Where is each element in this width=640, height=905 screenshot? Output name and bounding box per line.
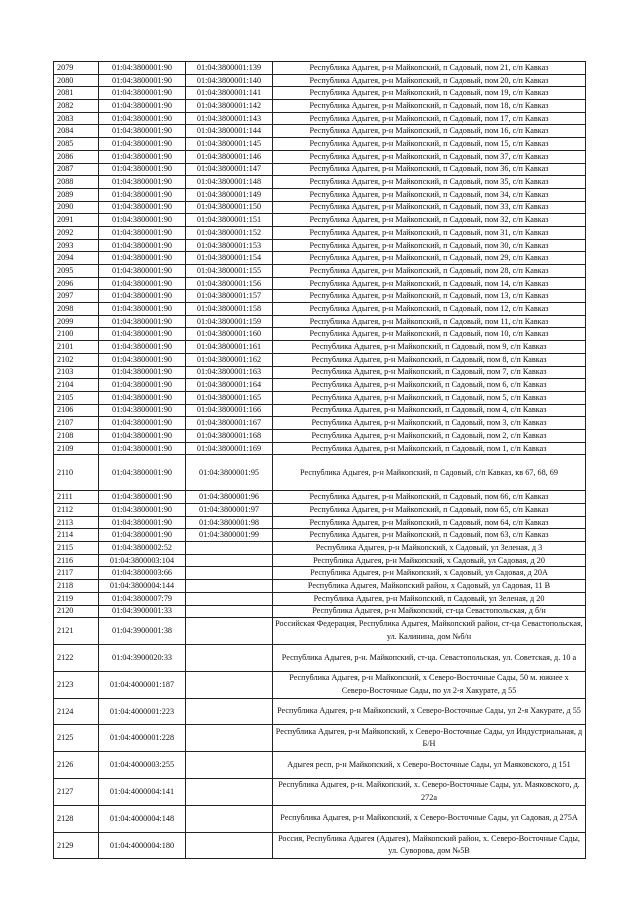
parcel-number-cell: 01:04:3800001:90 <box>99 201 186 214</box>
row-number-cell: 2117 <box>54 567 99 580</box>
row-number-cell: 2087 <box>54 163 99 176</box>
parcel-number-cell: 01:04:3800001:90 <box>99 353 186 366</box>
row-number-cell: 2091 <box>54 214 99 227</box>
parcel-number-cell: 01:04:4000001:228 <box>99 725 186 752</box>
parcel-number-cell: 01:04:3800001:90 <box>99 265 186 278</box>
object-number-cell <box>186 644 273 671</box>
address-cell: Республика Адыгея, р-н Майкопский, п Садовый, пом 3, с/п Кавказ <box>273 417 586 430</box>
address-cell: Республика Адыгея, р-н Майкопский, п Садовый, пом 30, с/п Кавказ <box>273 239 586 252</box>
parcel-number-cell: 01:04:3800001:90 <box>99 239 186 252</box>
parcel-number-cell: 01:04:3800001:90 <box>99 341 186 354</box>
parcel-number-cell: 01:04:3800001:90 <box>99 417 186 430</box>
table-row <box>54 328 586 341</box>
row-number-cell: 2089 <box>54 188 99 201</box>
table-row <box>54 303 586 316</box>
table-row <box>54 529 586 542</box>
parcel-number-cell: 01:04:3800001:90 <box>99 163 186 176</box>
object-number-cell: 01:04:3800001:142 <box>186 100 273 113</box>
address-cell: Республика Адыгея, р-н Майкопский, п Садовый, пом 7, с/п Кавказ <box>273 366 586 379</box>
address-cell: Республика Адыгея, р-н Майкопский, х Северо-Восточные Сады, ул Садовая, д 275А <box>273 805 586 832</box>
object-number-cell: 01:04:3800001:162 <box>186 353 273 366</box>
object-number-cell <box>186 752 273 779</box>
table-row <box>54 176 586 189</box>
table-row <box>54 188 586 201</box>
address-cell: Республика Адыгея, р-н Майкопский, п Садовый, пом 35, с/п Кавказ <box>273 176 586 189</box>
table-row <box>54 752 586 779</box>
row-number-cell: 2081 <box>54 87 99 100</box>
address-cell: Республика Адыгея, Майкопский район, х Садовый, ул Садовая, 11 В <box>273 580 586 593</box>
object-number-cell: 01:04:3800001:141 <box>186 87 273 100</box>
row-number-cell: 2100 <box>54 328 99 341</box>
row-number-cell: 2108 <box>54 429 99 442</box>
row-number-cell: 2127 <box>54 778 99 805</box>
registry-table-body <box>54 62 586 859</box>
object-number-cell: 01:04:3800001:143 <box>186 112 273 125</box>
object-number-cell: 01:04:3800001:164 <box>186 379 273 392</box>
object-number-cell: 01:04:3800001:145 <box>186 138 273 151</box>
parcel-number-cell: 01:04:3800001:90 <box>99 529 186 542</box>
parcel-number-cell: 01:04:3800007:79 <box>99 592 186 605</box>
parcel-number-cell: 01:04:3800001:90 <box>99 315 186 328</box>
parcel-number-cell: 01:04:4000004:180 <box>99 832 186 859</box>
parcel-number-cell: 01:04:3800001:90 <box>99 252 186 265</box>
row-number-cell: 2107 <box>54 417 99 430</box>
address-cell: Республика Адыгея, р-н Майкопский, п Садовый, пом 2, с/п Кавказ <box>273 429 586 442</box>
object-number-cell <box>186 605 273 618</box>
row-number-cell: 2098 <box>54 303 99 316</box>
table-row <box>54 252 586 265</box>
address-cell: Республика Адыгея, р-н. Майкопский, х. Северо-Восточные Сады, ул. Маяковского, д. 272а <box>273 778 586 805</box>
parcel-number-cell: 01:04:3800001:90 <box>99 150 186 163</box>
address-cell: Республика Адыгея, р-н Майкопский, п Садовый, пом 6, с/п Кавказ <box>273 379 586 392</box>
object-number-cell: 01:04:3800001:96 <box>186 491 273 504</box>
table-row <box>54 315 586 328</box>
object-number-cell: 01:04:3800001:99 <box>186 529 273 542</box>
address-cell: Республика Адыгея, р-н Майкопский, п Садовый, пом 13, с/п Кавказ <box>273 290 586 303</box>
row-number-cell: 2082 <box>54 100 99 113</box>
parcel-number-cell: 01:04:3800001:90 <box>99 112 186 125</box>
parcel-number-cell: 01:04:3800002:52 <box>99 542 186 555</box>
object-number-cell: 01:04:3800001:98 <box>186 516 273 529</box>
row-number-cell: 2109 <box>54 442 99 455</box>
table-row <box>54 138 586 151</box>
row-number-cell: 2128 <box>54 805 99 832</box>
table-row <box>54 226 586 239</box>
table-row <box>54 605 586 618</box>
address-cell: Республика Адыгея, р-н Майкопский, п Садовый, пом 33, с/п Кавказ <box>273 201 586 214</box>
object-number-cell: 01:04:3800001:147 <box>186 163 273 176</box>
parcel-number-cell: 01:04:3800001:90 <box>99 176 186 189</box>
table-row <box>54 644 586 671</box>
address-cell: Республика Адыгея, р-н Майкопский, п Садовый, пом 17, с/п Кавказ <box>273 112 586 125</box>
address-cell: Республика Адыгея, р-н Майкопский, п Садовый, пом 64, с/п Кавказ <box>273 516 586 529</box>
parcel-number-cell: 01:04:3800001:90 <box>99 455 186 491</box>
parcel-number-cell: 01:04:3900020:33 <box>99 644 186 671</box>
parcel-number-cell: 01:04:3800001:90 <box>99 87 186 100</box>
object-number-cell: 01:04:3800001:160 <box>186 328 273 341</box>
table-row <box>54 618 586 645</box>
row-number-cell: 2088 <box>54 176 99 189</box>
address-cell: Республика Адыгея, р-н Майкопский, х Северо-Восточные Сады, ул 2-я Хакурате, д 55 <box>273 698 586 725</box>
parcel-number-cell: 01:04:3800001:90 <box>99 366 186 379</box>
address-cell: Республика Адыгея, р-н Майкопский, п Садовый, пом 10, с/п Кавказ <box>273 328 586 341</box>
object-number-cell <box>186 805 273 832</box>
address-cell: Республика Адыгея, р-н. Майкопский, ст-ца. Севастопольская, ул. Советская, д. 10 а <box>273 644 586 671</box>
row-number-cell: 2126 <box>54 752 99 779</box>
table-row <box>54 214 586 227</box>
row-number-cell: 2105 <box>54 391 99 404</box>
address-cell: Республика Адыгея, р-н Майкопский, п Садовый, пом 66, с/п Кавказ <box>273 491 586 504</box>
address-cell: Республика Адыгея, р-н Майкопский, п Садовый, пом 16, с/п Кавказ <box>273 125 586 138</box>
address-cell: Российская Федерация, Республика Адыгея, Майкопский район, ст-ца Севастопольская, ул. Калинина, дом №б/н <box>273 618 586 645</box>
row-number-cell: 2120 <box>54 605 99 618</box>
object-number-cell: 01:04:3800001:166 <box>186 404 273 417</box>
address-cell: Республика Адыгея, р-н Майкопский, п Садовый, ул Зеленая, д 20 <box>273 592 586 605</box>
parcel-number-cell: 01:04:3800001:90 <box>99 226 186 239</box>
row-number-cell: 2122 <box>54 644 99 671</box>
row-number-cell: 2121 <box>54 618 99 645</box>
row-number-cell: 2110 <box>54 455 99 491</box>
object-number-cell <box>186 580 273 593</box>
object-number-cell: 01:04:3800001:150 <box>186 201 273 214</box>
row-number-cell: 2125 <box>54 725 99 752</box>
registry-table-container <box>53 61 585 859</box>
row-number-cell: 2124 <box>54 698 99 725</box>
parcel-number-cell: 01:04:4000004:148 <box>99 805 186 832</box>
row-number-cell: 2111 <box>54 491 99 504</box>
table-row <box>54 592 586 605</box>
row-number-cell: 2103 <box>54 366 99 379</box>
parcel-number-cell: 01:04:3800001:90 <box>99 404 186 417</box>
table-row <box>54 366 586 379</box>
object-number-cell: 01:04:3800001:168 <box>186 429 273 442</box>
object-number-cell: 01:04:3800001:157 <box>186 290 273 303</box>
row-number-cell: 2115 <box>54 542 99 555</box>
row-number-cell: 2101 <box>54 341 99 354</box>
table-row <box>54 671 586 698</box>
parcel-number-cell: 01:04:3800003:66 <box>99 567 186 580</box>
parcel-number-cell: 01:04:3800001:90 <box>99 277 186 290</box>
table-row <box>54 163 586 176</box>
table-row <box>54 277 586 290</box>
address-cell: Республика Адыгея, р-н Майкопский, п Садовый, пом 14, с/п Кавказ <box>273 277 586 290</box>
object-number-cell: 01:04:3800001:140 <box>186 74 273 87</box>
address-cell: Республика Адыгея, р-н Майкопский, п Садовый, пом 37, с/п Кавказ <box>273 150 586 163</box>
address-cell: Республика Адыгея, р-н Майкопский, п Садовый, пом 20, с/п Кавказ <box>273 74 586 87</box>
table-row <box>54 265 586 278</box>
address-cell: Республика Адыгея, р-н Майкопский, п Садовый, пом 36, с/п Кавказ <box>273 163 586 176</box>
object-number-cell <box>186 832 273 859</box>
table-row <box>54 832 586 859</box>
row-number-cell: 2104 <box>54 379 99 392</box>
table-row <box>54 404 586 417</box>
address-cell: Республика Адыгея, р-н Майкопский, х Садовый, ул Зеленая, д 3 <box>273 542 586 555</box>
table-row <box>54 125 586 138</box>
table-row <box>54 491 586 504</box>
parcel-number-cell: 01:04:3800001:90 <box>99 516 186 529</box>
object-number-cell <box>186 725 273 752</box>
row-number-cell: 2102 <box>54 353 99 366</box>
table-row <box>54 580 586 593</box>
registry-table <box>53 61 586 859</box>
address-cell: Республика Адыгея, р-н Майкопский, п Садовый, пом 19, с/п Кавказ <box>273 87 586 100</box>
table-row <box>54 504 586 517</box>
parcel-number-cell: 01:04:3800001:90 <box>99 188 186 201</box>
row-number-cell: 2129 <box>54 832 99 859</box>
parcel-number-cell: 01:04:4000001:187 <box>99 671 186 698</box>
address-cell: Республика Адыгея, р-н Майкопский, п Садовый, пом 15, с/п Кавказ <box>273 138 586 151</box>
table-row <box>54 542 586 555</box>
object-number-cell: 01:04:3800001:97 <box>186 504 273 517</box>
table-row <box>54 455 586 491</box>
parcel-number-cell: 01:04:3800001:90 <box>99 214 186 227</box>
address-cell: Республика Адыгея, р-н Майкопский, п Садовый, пом 31, с/п Кавказ <box>273 226 586 239</box>
table-row <box>54 74 586 87</box>
address-cell: Республика Адыгея, р-н Майкопский, п Садовый, пом 11, с/п Кавказ <box>273 315 586 328</box>
object-number-cell: 01:04:3800001:153 <box>186 239 273 252</box>
table-row <box>54 805 586 832</box>
address-cell: Республика Адыгея, р-н Майкопский, х Северо-Восточные Сады, ул Индустриальная, д Б/Н <box>273 725 586 752</box>
address-cell: Республика Адыгея, р-н Майкопский, п Садовый, пом 28, с/п Кавказ <box>273 265 586 278</box>
row-number-cell: 2093 <box>54 239 99 252</box>
object-number-cell: 01:04:3800001:139 <box>186 62 273 75</box>
address-cell: Республика Адыгея, р-н Майкопский, х Северо-Восточные Сады, 50 м. южнее х Северо-Восточные Сады, по ул 2-я Хакурате, д 55 <box>273 671 586 698</box>
parcel-number-cell: 01:04:3800001:90 <box>99 504 186 517</box>
address-cell: Республика Адыгея, р-н Майкопский, х Садовый, ул Садовая, д 20А <box>273 567 586 580</box>
parcel-number-cell: 01:04:3800001:90 <box>99 429 186 442</box>
parcel-number-cell: 01:04:3800001:90 <box>99 125 186 138</box>
parcel-number-cell: 01:04:4000001:223 <box>99 698 186 725</box>
table-row <box>54 778 586 805</box>
table-row <box>54 391 586 404</box>
object-number-cell: 01:04:3800001:158 <box>186 303 273 316</box>
table-row <box>54 429 586 442</box>
row-number-cell: 2080 <box>54 74 99 87</box>
object-number-cell <box>186 542 273 555</box>
object-number-cell: 01:04:3800001:161 <box>186 341 273 354</box>
row-number-cell: 2094 <box>54 252 99 265</box>
object-number-cell <box>186 778 273 805</box>
parcel-number-cell: 01:04:3800001:90 <box>99 328 186 341</box>
address-cell: Республика Адыгея, р-н Майкопский, х Садовый, ул Садовая, д 20 <box>273 554 586 567</box>
table-row <box>54 87 586 100</box>
table-row <box>54 341 586 354</box>
table-row <box>54 698 586 725</box>
parcel-number-cell: 01:04:3800001:90 <box>99 138 186 151</box>
object-number-cell: 01:04:3800001:146 <box>186 150 273 163</box>
table-row <box>54 100 586 113</box>
parcel-number-cell: 01:04:3800001:90 <box>99 74 186 87</box>
object-number-cell: 01:04:3800001:149 <box>186 188 273 201</box>
object-number-cell: 01:04:3800001:159 <box>186 315 273 328</box>
table-row <box>54 150 586 163</box>
table-row <box>54 442 586 455</box>
address-cell: Республика Адыгея, р-н Майкопский, п Садовый, с/п Кавказ, кв 67, 68, 69 <box>273 455 586 491</box>
table-row <box>54 554 586 567</box>
parcel-number-cell: 01:04:3800004:144 <box>99 580 186 593</box>
row-number-cell: 2092 <box>54 226 99 239</box>
parcel-number-cell: 01:04:4000003:255 <box>99 752 186 779</box>
parcel-number-cell: 01:04:3800001:90 <box>99 391 186 404</box>
object-number-cell <box>186 567 273 580</box>
address-cell: Республика Адыгея, р-н Майкопский, п Садовый, пом 18, с/п Кавказ <box>273 100 586 113</box>
parcel-number-cell: 01:04:3900001:38 <box>99 618 186 645</box>
row-number-cell: 2123 <box>54 671 99 698</box>
object-number-cell: 01:04:3800001:169 <box>186 442 273 455</box>
table-row <box>54 379 586 392</box>
address-cell: Республика Адыгея, р-н Майкопский, п Садовый, пом 63, с/п Кавказ <box>273 529 586 542</box>
parcel-number-cell: 01:04:4000004:141 <box>99 778 186 805</box>
object-number-cell: 01:04:3800001:156 <box>186 277 273 290</box>
object-number-cell: 01:04:3800001:152 <box>186 226 273 239</box>
parcel-number-cell: 01:04:3800001:90 <box>99 379 186 392</box>
object-number-cell: 01:04:3800001:144 <box>186 125 273 138</box>
table-row <box>54 516 586 529</box>
row-number-cell: 2084 <box>54 125 99 138</box>
parcel-number-cell: 01:04:3800001:90 <box>99 62 186 75</box>
address-cell: Республика Адыгея, р-н Майкопский, п Садовый, пом 12, с/п Кавказ <box>273 303 586 316</box>
parcel-number-cell: 01:04:3800003:104 <box>99 554 186 567</box>
object-number-cell <box>186 618 273 645</box>
row-number-cell: 2118 <box>54 580 99 593</box>
row-number-cell: 2099 <box>54 315 99 328</box>
table-row <box>54 239 586 252</box>
object-number-cell: 01:04:3800001:165 <box>186 391 273 404</box>
row-number-cell: 2097 <box>54 290 99 303</box>
object-number-cell <box>186 592 273 605</box>
table-row <box>54 62 586 75</box>
table-row <box>54 353 586 366</box>
table-row <box>54 417 586 430</box>
address-cell: Республика Адыгея, р-н Майкопский, п Садовый, пом 32, с/п Кавказ <box>273 214 586 227</box>
address-cell: Республика Адыгея, р-н Майкопский, ст-ца Севастопольская, д б/н <box>273 605 586 618</box>
parcel-number-cell: 01:04:3800001:90 <box>99 442 186 455</box>
table-row <box>54 725 586 752</box>
address-cell: Адыгея респ, р-н Майкопский, х Северо-Восточные Сады, ул Маяковского, д 151 <box>273 752 586 779</box>
object-number-cell: 01:04:3800001:155 <box>186 265 273 278</box>
row-number-cell: 2083 <box>54 112 99 125</box>
address-cell: Республика Адыгея, р-н Майкопский, п Садовый, пом 5, с/п Кавказ <box>273 391 586 404</box>
address-cell: Республика Адыгея, р-н Майкопский, п Садовый, пом 29, с/п Кавказ <box>273 252 586 265</box>
address-cell: Республика Адыгея, р-н Майкопский, п Садовый, пом 8, с/п Кавказ <box>273 353 586 366</box>
object-number-cell: 01:04:3800001:148 <box>186 176 273 189</box>
row-number-cell: 2096 <box>54 277 99 290</box>
object-number-cell <box>186 698 273 725</box>
parcel-number-cell: 01:04:3900001:33 <box>99 605 186 618</box>
object-number-cell: 01:04:3800001:163 <box>186 366 273 379</box>
object-number-cell: 01:04:3800001:154 <box>186 252 273 265</box>
parcel-number-cell: 01:04:3800001:90 <box>99 491 186 504</box>
address-cell: Республика Адыгея, р-н Майкопский, п Садовый, пом 34, с/п Кавказ <box>273 188 586 201</box>
row-number-cell: 2119 <box>54 592 99 605</box>
address-cell: Республика Адыгея, р-н Майкопский, п Садовый, пом 4, с/п Кавказ <box>273 404 586 417</box>
row-number-cell: 2085 <box>54 138 99 151</box>
object-number-cell: 01:04:3800001:167 <box>186 417 273 430</box>
row-number-cell: 2113 <box>54 516 99 529</box>
row-number-cell: 2095 <box>54 265 99 278</box>
object-number-cell <box>186 554 273 567</box>
row-number-cell: 2114 <box>54 529 99 542</box>
parcel-number-cell: 01:04:3800001:90 <box>99 303 186 316</box>
address-cell: Республика Адыгея, р-н Майкопский, п Садовый, пом 21, с/п Кавказ <box>273 62 586 75</box>
row-number-cell: 2090 <box>54 201 99 214</box>
table-row <box>54 290 586 303</box>
parcel-number-cell: 01:04:3800001:90 <box>99 100 186 113</box>
address-cell: Россия, Республика Адыгея (Адыгея), Майкопский район, х. Северо-Восточные Сады, ул. Суворова, дом №5В <box>273 832 586 859</box>
address-cell: Республика Адыгея, р-н Майкопский, п Садовый, пом 9, с/п Кавказ <box>273 341 586 354</box>
row-number-cell: 2086 <box>54 150 99 163</box>
address-cell: Республика Адыгея, р-н Майкопский, п Садовый, пом 1, с/п Кавказ <box>273 442 586 455</box>
parcel-number-cell: 01:04:3800001:90 <box>99 290 186 303</box>
object-number-cell <box>186 671 273 698</box>
object-number-cell: 01:04:3800001:151 <box>186 214 273 227</box>
address-cell: Республика Адыгея, р-н Майкопский, п Садовый, пом 65, с/п Кавказ <box>273 504 586 517</box>
table-row <box>54 112 586 125</box>
object-number-cell: 01:04:3800001:95 <box>186 455 273 491</box>
row-number-cell: 2106 <box>54 404 99 417</box>
table-row <box>54 567 586 580</box>
table-row <box>54 201 586 214</box>
row-number-cell: 2112 <box>54 504 99 517</box>
row-number-cell: 2116 <box>54 554 99 567</box>
row-number-cell: 2079 <box>54 62 99 75</box>
